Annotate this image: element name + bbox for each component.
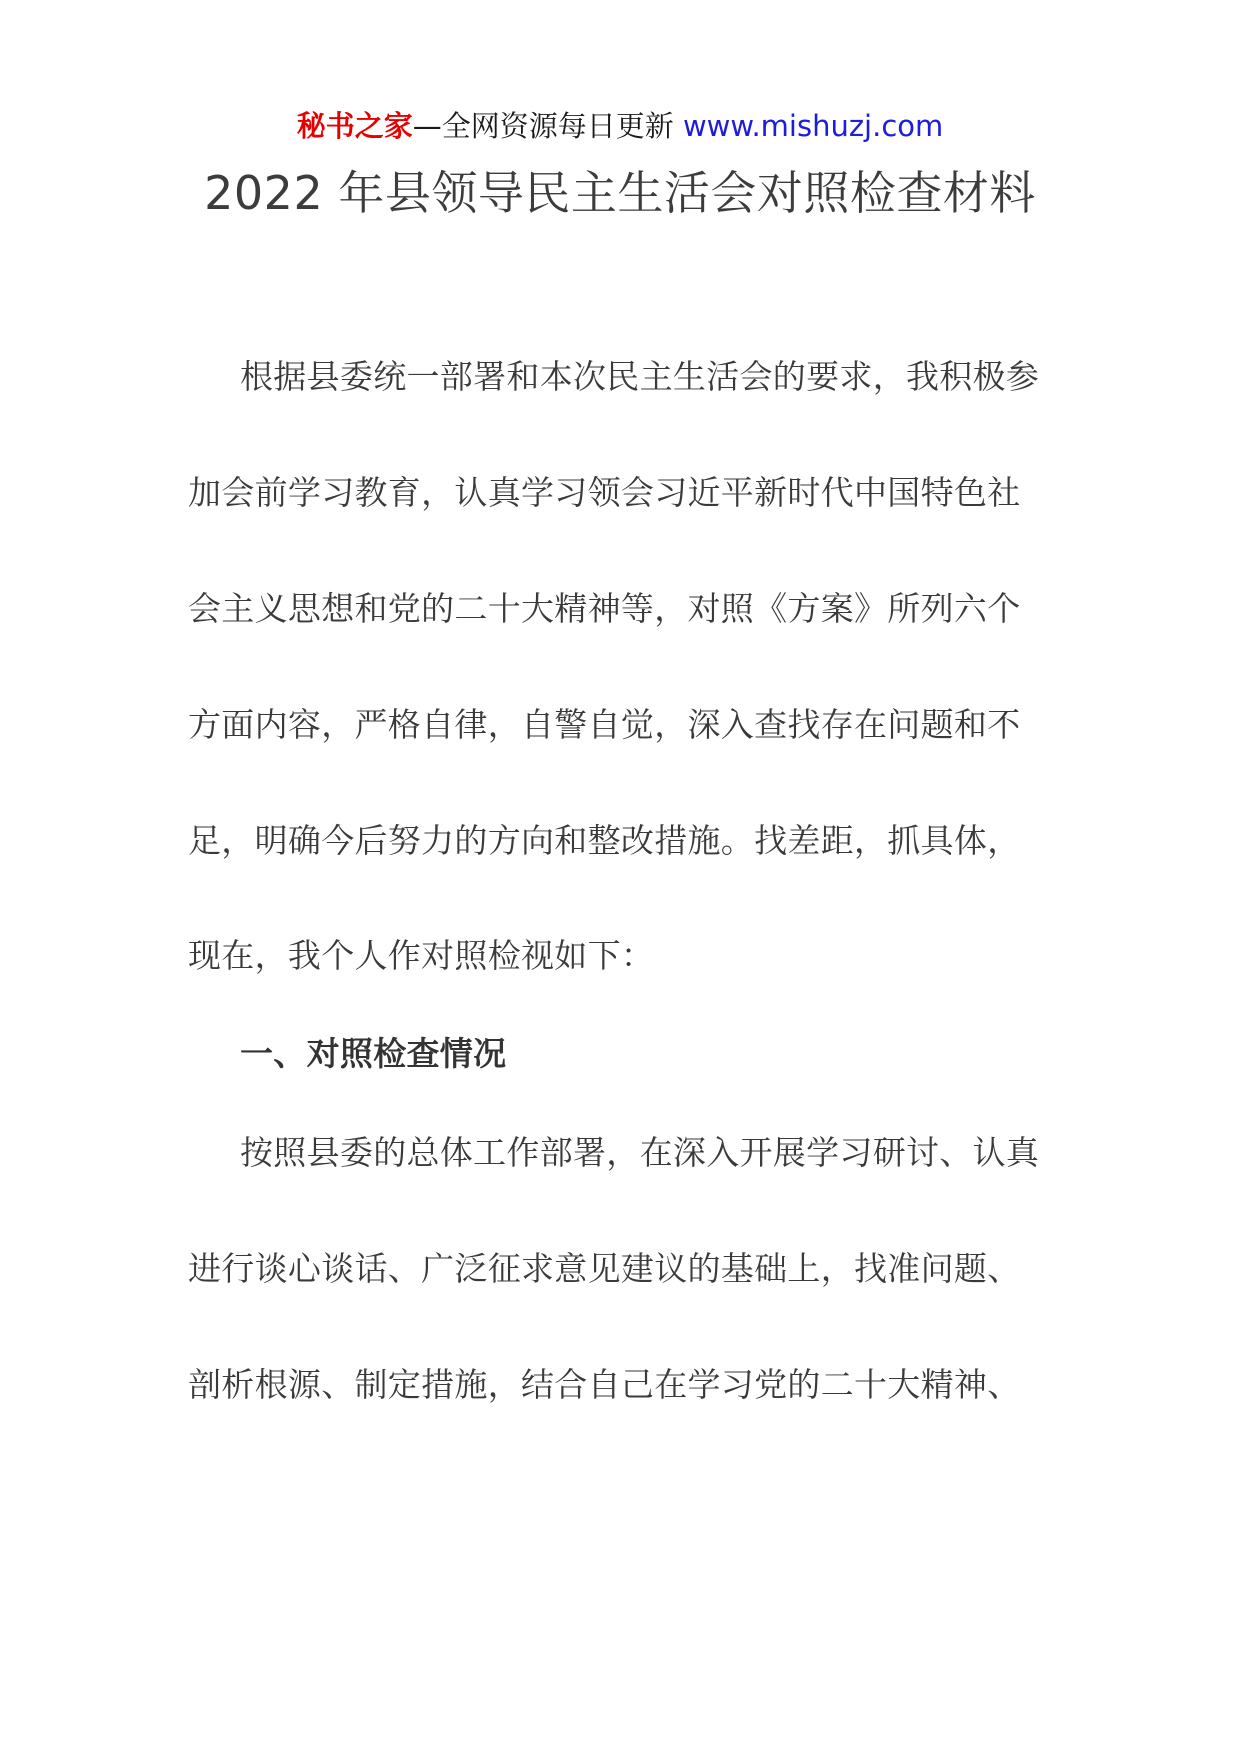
paragraph-line: 会主义思想和党的二十大精神等，对照《方案》所列六个	[188, 589, 1021, 628]
paragraph-line: 现在，我个人作对照检视如下：	[188, 936, 655, 975]
paragraph-line: 剖析根源、制定措施，结合自己在学习党的二十大精神、	[188, 1365, 1021, 1404]
site-tagline: —全网资源每日更新	[412, 109, 674, 143]
document-title: 2022 年县领导民主生活会对照检查材料	[204, 166, 1036, 220]
paragraph-line: 按照县委的总体工作部署，在深入开展学习研讨、认真	[240, 1133, 1040, 1172]
paragraph-line: 加会前学习教育，认真学习领会习近平新时代中国特色社	[188, 473, 1021, 512]
paragraph-line: 方面内容，严格自律，自警自觉，深入查找存在问题和不	[188, 705, 1021, 744]
paragraph-line: 进行谈心谈话、广泛征求意见建议的基础上，找准问题、	[188, 1249, 1021, 1288]
paragraph-line: 足，明确今后努力的方向和整改措施。找差距，抓具体，	[188, 821, 1021, 860]
site-url-link[interactable]: www.mishuzj.com	[682, 109, 944, 143]
section-heading: 一、对照检查情况	[240, 1034, 507, 1073]
site-brand: 秘书之家	[296, 109, 413, 143]
paragraph-line: 根据县委统一部署和本次民主生活会的要求，我积极参	[240, 357, 1040, 396]
site-banner	[0, 106, 1240, 146]
